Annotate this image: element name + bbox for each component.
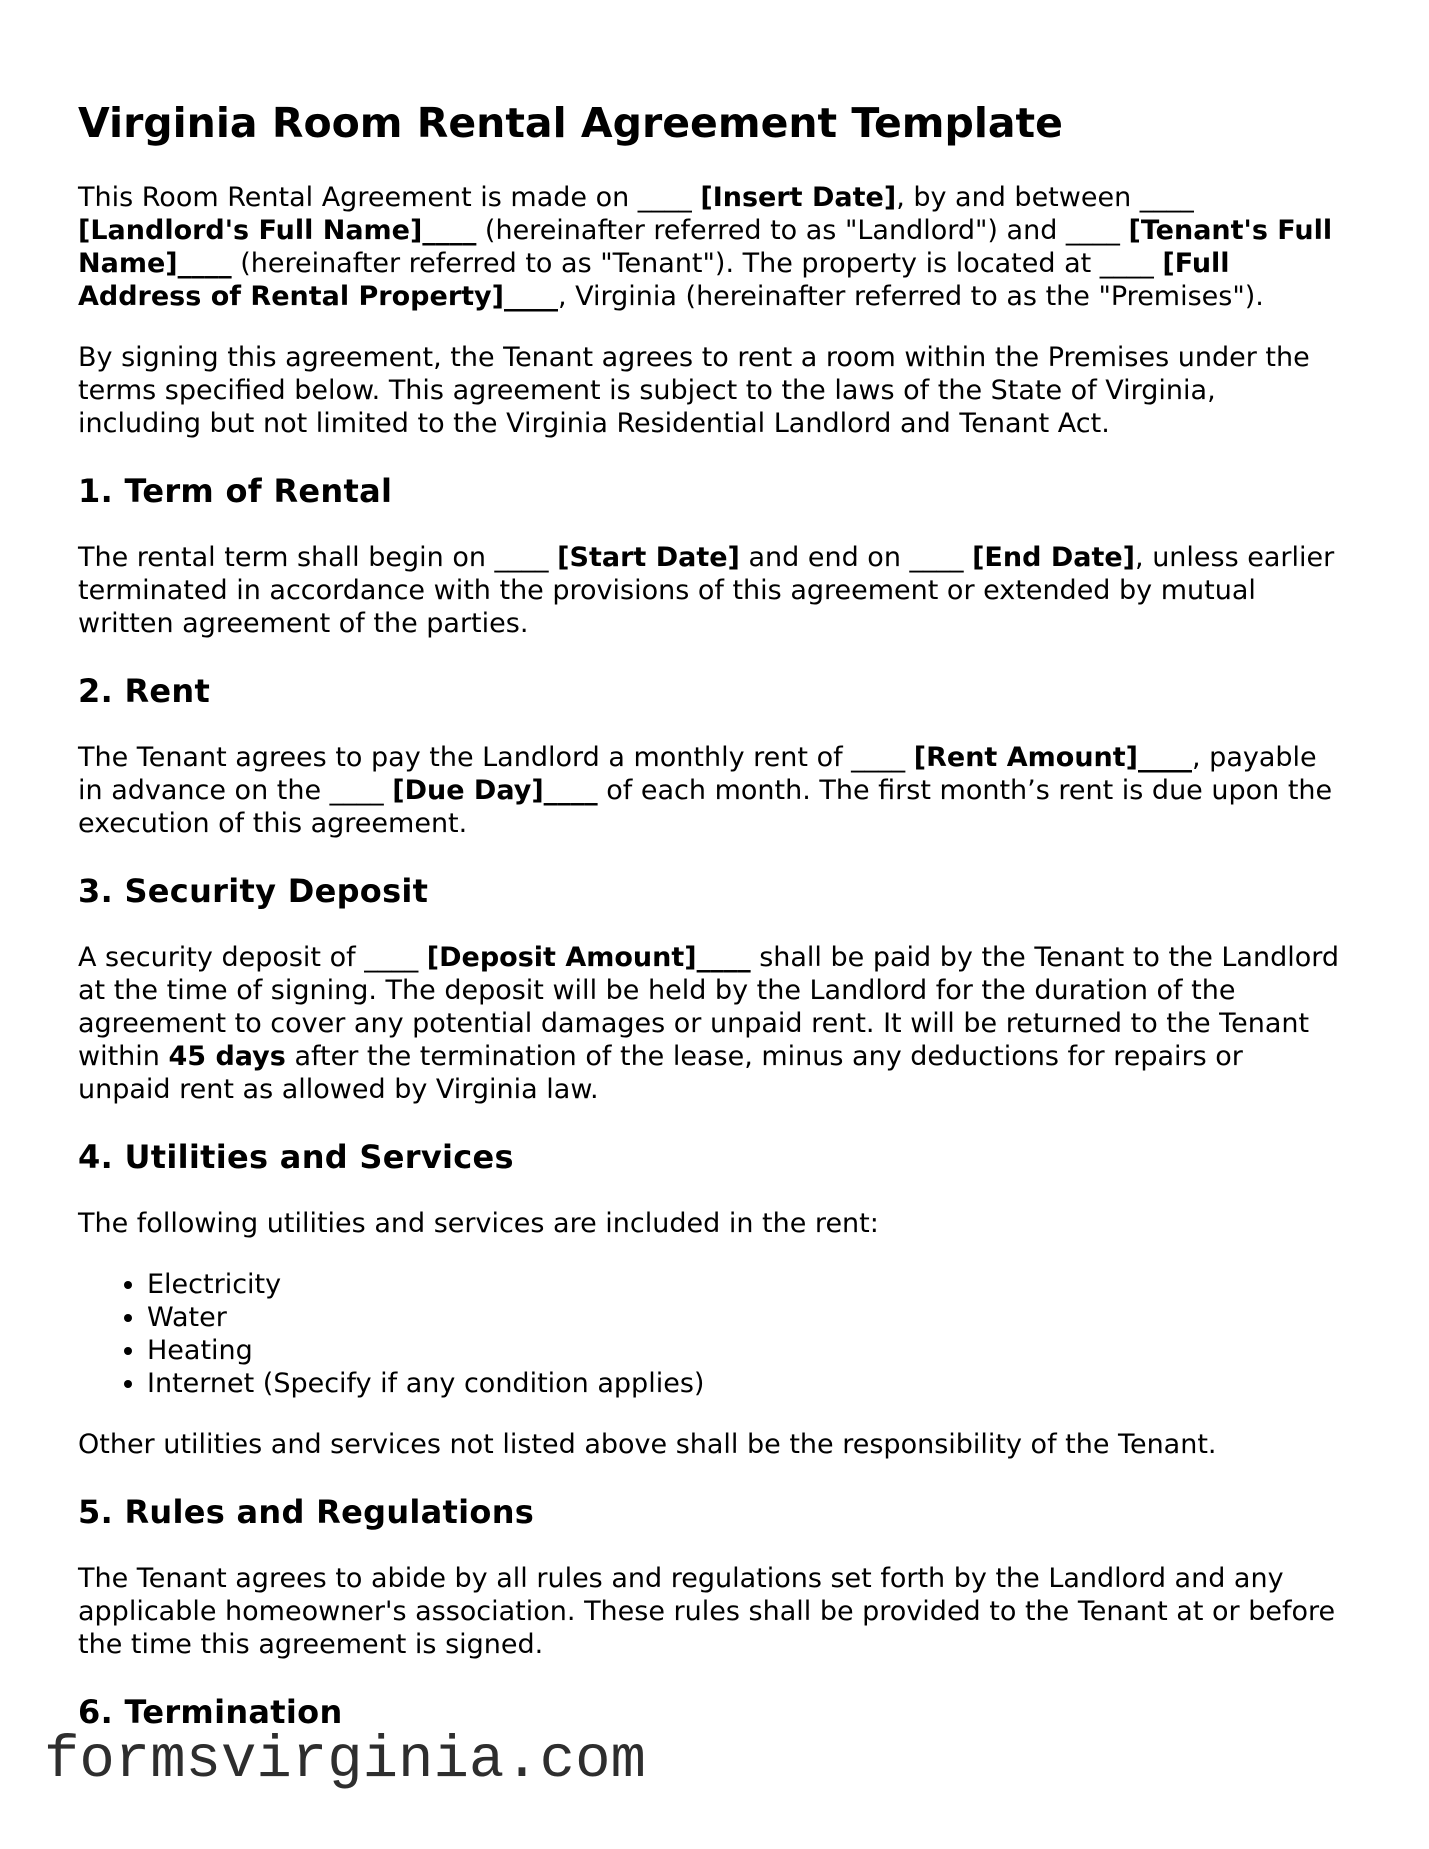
placeholder-insert-date: [Insert Date] [700,182,897,213]
rent-paragraph [78,741,1343,840]
rules-paragraph: The Tenant agrees to abide by all rules and regulations set forth by the Landlord and any applicable homeowner's association. These rules shall be provided to the Tenant at or before the time this agreement is signed. [78,1563,1336,1660]
intro-text: (hereinafter referred to as "Landlord") and ____ [476,215,1129,246]
placeholder-due-day: [Due Day]____ [392,775,598,806]
term-text: , unless earlier terminated in accordance with the provisions of this agreement or extended by mutual written agreement of the parties. [78,542,1335,639]
rent-text: The Tenant agrees to pay the Landlord a monthly rent of ____ [78,742,914,773]
section-heading-termination: 6. Termination [78,1693,343,1731]
placeholder-rent-amount: [Rent Amount]____ [913,742,1193,773]
list-item: • Heating [147,1334,1343,1367]
deposit-text: after the termination of the lease, minus any deductions for repairs or unpaid rent as allowed by Virginia law. [78,1041,1243,1105]
document-title: Virginia Room Rental Agreement Template [78,99,1063,147]
term-text: and end on ____ [739,542,973,573]
deposit-text: A security deposit of ____ [78,942,427,973]
deposit-return-period: 45 days [168,1041,286,1072]
rent-text: , payable in advance on the ____ [78,742,1317,806]
placeholder-deposit-amount: [Deposit Amount]____ [426,942,751,973]
intro-text: , Virginia (hereinafter referred to as the "Premises"). [557,281,1264,312]
utilities-list [78,1268,1343,1400]
intro-text: This Room Rental Agreement is made on ____ [78,182,701,213]
section-heading-term: 1. Term of Rental [78,472,393,510]
intro-text: (hereinafter referred to as "Tenant"). The property is located at ____ [231,248,1163,279]
placeholder-landlord-name: [Landlord's Full Name]____ [78,215,477,246]
intro-paragraph [78,181,1343,313]
list-item: • Electricity [147,1268,1343,1301]
list-item: • Internet (Specify if any condition applies) [147,1367,1343,1400]
placeholder-end-date: [End Date] [972,542,1136,573]
section-heading-rules: 5. Rules and Regulations [78,1493,535,1531]
placeholder-property-address: [Full Address of Rental Property]____ [78,248,1230,312]
section-heading-security-deposit: 3. Security Deposit [78,872,429,910]
section-heading-utilities: 4. Utilities and Services [78,1138,514,1176]
placeholder-start-date: [Start Date] [557,542,740,573]
intro-text: , by and between ____ [896,182,1194,213]
term-paragraph [78,541,1343,640]
list-item: • Water [147,1301,1343,1334]
term-text: The rental term shall begin on ____ [78,542,558,573]
utilities-intro-paragraph: The following utilities and services are included in the rent: [78,1208,879,1239]
section-heading-rent: 2. Rent [78,672,211,710]
placeholder-tenant-name: [Tenant's Full Name]____ [78,215,1333,279]
site-watermark: formsvirginia.com [44,1727,646,1794]
rent-text: of each month. The first month’s rent is due upon the execution of this agreement. [78,775,1333,839]
agreement-scope-paragraph: By signing this agreement, the Tenant agrees to rent a room within the Premises under the terms specified below. This agreement is subject to the laws of the State of Virginia, including but not limited to the Virginia Residential Landlord and Tenant Act. [78,342,1310,439]
deposit-text: shall be paid by the Tenant to the Landlord at the time of signing. The deposit will be held by the Landlord for the duration of the agreement to cover any potential damages or unpaid rent. It will be returned to the Tenant within [78,942,1340,1072]
utilities-outro-paragraph: Other utilities and services not listed above shall be the responsibility of the Tenant. [78,1429,1217,1460]
security-deposit-paragraph [78,941,1343,1106]
agreement-document [78,99,1343,1762]
